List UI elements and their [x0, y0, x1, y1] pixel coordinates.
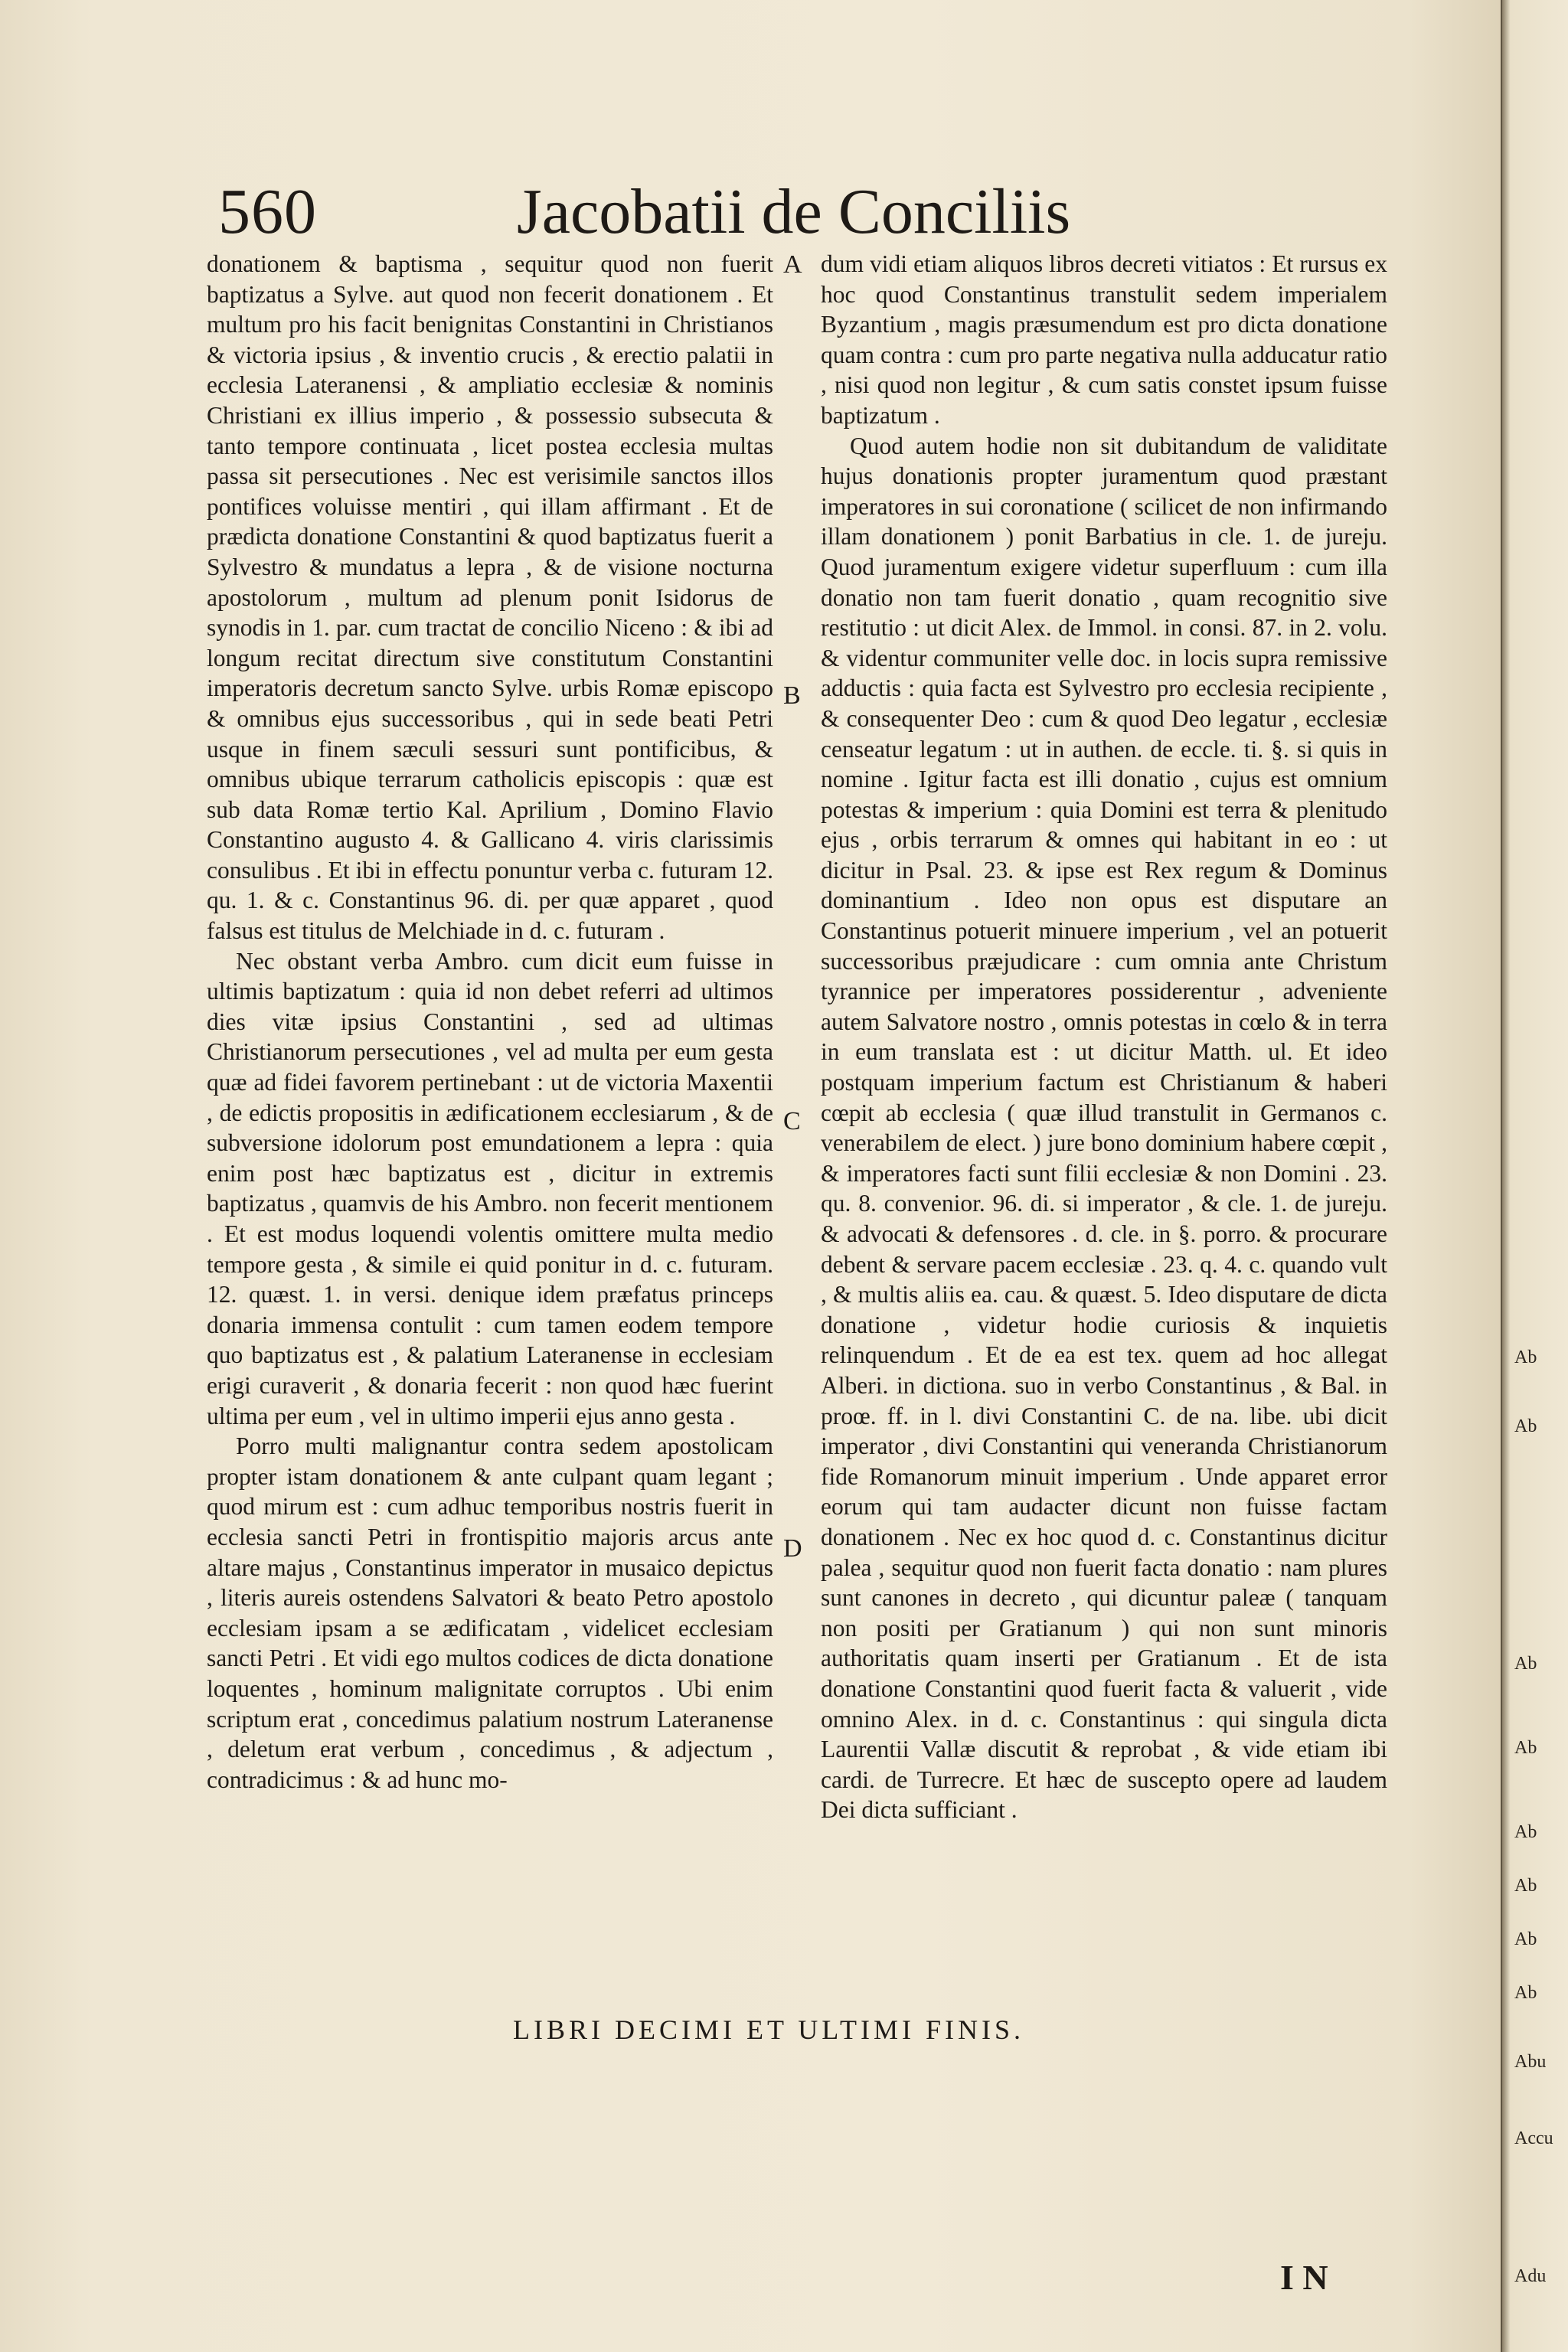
section-marker-a: A	[783, 250, 802, 279]
fragment-2: Ab	[1514, 1416, 1537, 1436]
right-text-column	[821, 249, 1387, 1825]
right-paragraph-1: dum vidi etiam aliquos libros decreti vitiatos : Et rursus ex hoc quod Constantinus transtulit sedem imperialem Byzantium , magis præsumendum est pro dicta donatione quam contra : cum pro parte negativa nulla adducatur ratio , nisi quod non legitur , & cum satis constet ipsum fuisse baptizatum .	[821, 250, 1387, 429]
fragment-6: Ab	[1514, 1876, 1537, 1896]
page-number: 560	[218, 176, 317, 247]
right-paragraph-2: Quod autem hodie non sit dubitandum de validitate hujus donationis propter juramentum quod præstant imperatores in sui coronatione ( scilicet de non infirmando illam donationem ) ponit Barbatius in cle. 1. de jureju. Quod juramentum exigere videtur superfluum : cum illa donatio non tam fuerit donatio , quam recognitio sive restitutio : ut dicit Alex. de Immol. in consi. 87. in 2. volu. & videntur communiter velle doc. in locis supra remissive adductis : quia facta est Sylvestro pro ecclesia recipiente , & consequenter Deo : cum & quod Deo legatur , ecclesiæ censeatur legatum : ut in authen. de eccle. ti. §. si quis in nomine . Igitur facta est illi donatio , cujus est omnium potestas & imperium : quia Domini est terra & plenitudo ejus , orbis terrarum & omnes qui habitant in eo : ut dicitur in Psal. 23. & ipse est Rex regum & Dominus dominantium . Ideo non opus est disputare an Constantinus potuerit minuere imperium , vel an potuerit successoribus præjudicare : cum omnia ante Christum tyrannice per imperatores possiderentur , adveniente autem Salvatore nostro , omnis potestas in cœlo & in terra in eum translata est : ut dicitur Matth. ul. Et ideo postquam imperium factum est Christianum & haberi cœpit ab ecclesia ( quæ illud transtulit in Germanos c. venerabilem de elect. ) jure bono dominium habere cœpit , & imperatores facti sunt filii ecclesiæ & non Domini . 23. qu. 8. convenior. 96. di. si imperator , & cle. 1. de jureju. & advocati & defensores . d. cle. in §. porro. & procurare debent & servare pacem ecclesiæ . 23. q. 4. c. quando vult , & multis aliis ea. cau. & quæst. 5. Ideo disputare de dicta donatione , videtur hodie curiosis & inquietis relinquendum . Et de ea est tex. quem ad hoc allegat Alberi. in dictiona. suo in verbo Constantinus , & Bal. in proœ. ff. in l. divi Constantini C. de na. libe. ubi dicit imperator , divi Constantini qui veneranda Christianorum fide Romanorum minuit imperium . Unde apparet error eorum qui tam audacter dicunt non fuisse factam donationem . Nec ex hoc quod d. c. Constantinus dicitur palea , sequitur quod non fuerit facta donatio : nam plures sunt canones in decreto , qui dicuntur paleæ ( tanquam non positi per Gratianum ) qui non sunt minoris authoritatis quam inserti per Gratianum . Et de ista donatione Constantini quod fuerit facta & valuerit , vide omnino Alex. in d. c. Constantinus : qui singula dicta Laurentii Vallæ discutit & reprobat , & vide etiam ibi cardi. de Turrecre. Et hæc de suscepto opere ad laudem Dei dicta sufficiant .	[821, 432, 1387, 1824]
left-text-column	[207, 249, 773, 1795]
left-paragraph-2: Nec obstant verba Ambro. cum dicit eum fuisse in ultimis baptizatum : quia id non debet referri ad ultimos dies vitæ ipsius Constantini , sed ad ultimas Christianorum persecutiones , vel ad multa per eum gesta quæ ad fidei favorem pertinebant : ut de victoria Maxentii , de edictis propositis in ædificationem ecclesiarum , & de subversione idolorum post emundationem a lepra : quia enim post hæc baptizatus est , dicitur in extremis baptizatus , quamvis de his Ambro. non fecerit mentionem . Et est modus loquendi volentis omittere multa medio tempore gesta , & simile ei quid ponitur in d. c. futuram. 12. quæst. 1. in versi. denique idem præfatus princeps donaria immensa contulit : cum tamen eodem tempore quo baptizatus est , & palatium Lateranense in ecclesiam erigi curaverit , & donaria fecerit : non quod hæc fuerint ultima per eum , vel in ultimo imperii ejus anno gesta .	[207, 947, 773, 1429]
fragment-4: Ab	[1514, 1738, 1537, 1758]
adjacent-page-fragments	[1510, 0, 1563, 2352]
fragment-3: Ab	[1514, 1654, 1537, 1674]
closing-line: LIBRI DECIMI ET ULTIMI FINIS.	[513, 2014, 1024, 2045]
fragment-10: Accu	[1514, 2128, 1553, 2148]
section-marker-c: C	[783, 1107, 801, 1135]
page-title: Jacobatii de Conciliis	[517, 176, 1071, 247]
fragment-11: Adu	[1514, 2266, 1547, 2286]
section-marker-d: D	[783, 1534, 802, 1563]
fragment-1: Ab	[1514, 1348, 1537, 1367]
left-paragraph-3: Porro multi malignantur contra sedem apostolicam propter istam donationem & ante culpant quam legant ; quod mirum est : cum adhuc temporibus nostris fuerit in ecclesia sancti Petri in frontispitio majoris arcus ante altare majus , Constantinus imperator in musaico depictus , literis aureis ostendens Salvatori & beato Petro apostolo ecclesiam ipsam a se ædificatam , videlicet ecclesiam sancti Petri . Et vidi ego multos codices de dicta donatione loquentes , hominum malignitate corruptos . Ubi enim scriptum erat , concedimus palatium nostrum Lateranense , deletum erat verbum , concedimus , & adjectum , contradicimus : & ad hunc mo-	[207, 1432, 773, 1793]
fragment-9: Abu	[1514, 2052, 1547, 2072]
left-paragraph-1: donationem & baptisma , sequitur quod non fuerit baptizatus a Sylve. aut quod non fecerit donationem . Et multum pro his facit benignitas Constantini in Christianos & victoria ipsius , & inventio crucis , & erectio palatii in ecclesia Lateranensi , & ampliatio ecclesiæ & nominis Christiani ex illius imperio , & possessio subsecuta & tanto tempore continuata , licet postea ecclesia multas passa sit persecutiones . Nec est verisimile sanctos illos pontifices voluisse mentiri , qui illam affirmant . Et de prædicta donatione Constantini & quod baptizatus fuerit a Sylvestro & mundatus a lepra , & de visione nocturna apostolorum , multum ad plenum ponit Isidorus de synodis in 1. par. cum tractat de concilio Niceno : & ibi ad longum recitat directum sive constitutum Constantini imperatoris decretum sancto Sylve. urbis Romæ episcopo & omnibus ejus successoribus , qui in sede beati Petri usque in finem sæculi sessuri sunt pontificibus, & omnibus ubique terrarum catholicis episcopis : quæ est sub data Romæ tertio Kal. Aprilium , Domino Flavio Constantino augusto 4. & Gallicano 4. viris clarissimis consulibus . Et ibi in effectu ponuntur verba c. futuram 12. qu. 1. & c. Constantinus 96. di. per quæ apparet , quod falsus est titulus de Melchiade in d. c. futuram .	[207, 250, 773, 945]
section-marker-b: B	[783, 681, 801, 710]
fragment-8: Ab	[1514, 1983, 1537, 2003]
fragment-7: Ab	[1514, 1929, 1537, 1949]
adjacent-page-edge	[1501, 0, 1568, 2352]
fragment-5: Ab	[1514, 1822, 1537, 1842]
catchword: I N	[1280, 2258, 1328, 2297]
